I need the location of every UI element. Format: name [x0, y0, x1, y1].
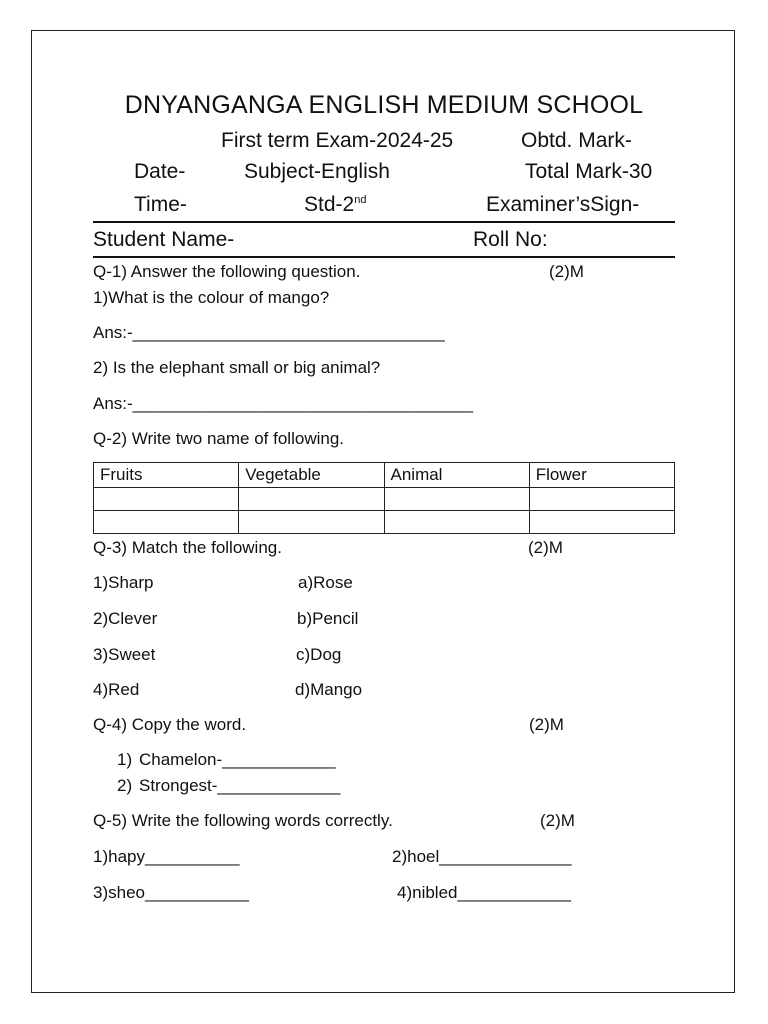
column-header-animal: Animal [384, 463, 529, 488]
std-suffix: nd [354, 194, 367, 206]
table-cell[interactable] [529, 511, 674, 534]
q2-heading: Q-2) Write two name of following. [93, 429, 344, 448]
table-cell[interactable] [239, 488, 384, 511]
std-label: Std-2nd [304, 193, 367, 216]
q1-answer-line-2: Ans:-____________________________________ [93, 394, 474, 413]
time-label: Time- [134, 193, 187, 216]
total-mark-label: Total Mark-30 [525, 160, 653, 183]
school-name: DNYANGANGA ENGLISH MEDIUM SCHOOL [124, 91, 644, 119]
q1-question-1: 1)What is the colour of mango? [93, 288, 330, 307]
table-cell[interactable] [239, 511, 384, 534]
q3-right-2: b)Pencil [297, 609, 359, 628]
q1-answer-line-1: Ans:-_________________________________ [93, 323, 445, 342]
q5-item-1: 1)hapy__________ [93, 847, 240, 866]
q5-marks: (2)M [540, 811, 575, 830]
q5-item-3: 3)sheo___________ [93, 883, 249, 902]
q3-left-1: 1)Sharp [93, 573, 154, 592]
column-header-vegetable: Vegetable [239, 463, 384, 488]
q3-right-1: a)Rose [298, 573, 353, 592]
subject-label: Subject-English [244, 160, 390, 183]
q4-item-1-number: 1) [117, 750, 133, 769]
q3-left-2: 2)Clever [93, 609, 158, 628]
q4-item-1: Chamelon-____________ [139, 750, 336, 769]
table-cell[interactable] [529, 488, 674, 511]
roll-no-label: Roll No: [473, 228, 548, 251]
q3-right-4: d)Mango [295, 680, 363, 699]
table-cell[interactable] [94, 511, 239, 534]
examiner-sign-label: Examiner’sSign- [486, 193, 640, 216]
table-cell[interactable] [384, 511, 529, 534]
q3-marks: (2)M [528, 538, 563, 557]
header-rule-bottom [93, 256, 675, 258]
q5-heading: Q-5) Write the following words correctly. [93, 811, 393, 830]
q3-left-3: 3)Sweet [93, 645, 156, 664]
q4-item-2: Strongest-_____________ [139, 776, 341, 795]
q1-marks: (2)M [549, 262, 584, 281]
q4-item-2-number: 2) [117, 776, 133, 795]
date-label: Date- [134, 160, 186, 183]
column-header-flower: Flower [529, 463, 674, 488]
q1-heading: Q-1) Answer the following question. [93, 262, 361, 281]
column-header-fruits: Fruits [94, 463, 239, 488]
student-name-label: Student Name- [93, 228, 235, 251]
q3-right-3: c)Dog [296, 645, 342, 664]
q4-marks: (2)M [529, 715, 564, 734]
q1-question-2: 2) Is the elephant small or big animal? [93, 358, 381, 377]
q2-names-table [93, 462, 675, 534]
table-cell[interactable] [94, 488, 239, 511]
table-cell[interactable] [384, 488, 529, 511]
table-row [94, 488, 675, 511]
table-row [94, 511, 675, 534]
obtained-mark-label: Obtd. Mark- [521, 129, 632, 152]
q3-left-4: 4)Red [93, 680, 140, 699]
exam-title: First term Exam-2024-25 [221, 129, 454, 152]
q4-heading: Q-4) Copy the word. [93, 715, 247, 734]
header-rule-top [93, 221, 675, 223]
q5-item-4: 4)nibled____________ [397, 883, 571, 902]
q3-heading: Q-3) Match the following. [93, 538, 282, 557]
q5-item-2: 2)hoel______________ [392, 847, 572, 866]
